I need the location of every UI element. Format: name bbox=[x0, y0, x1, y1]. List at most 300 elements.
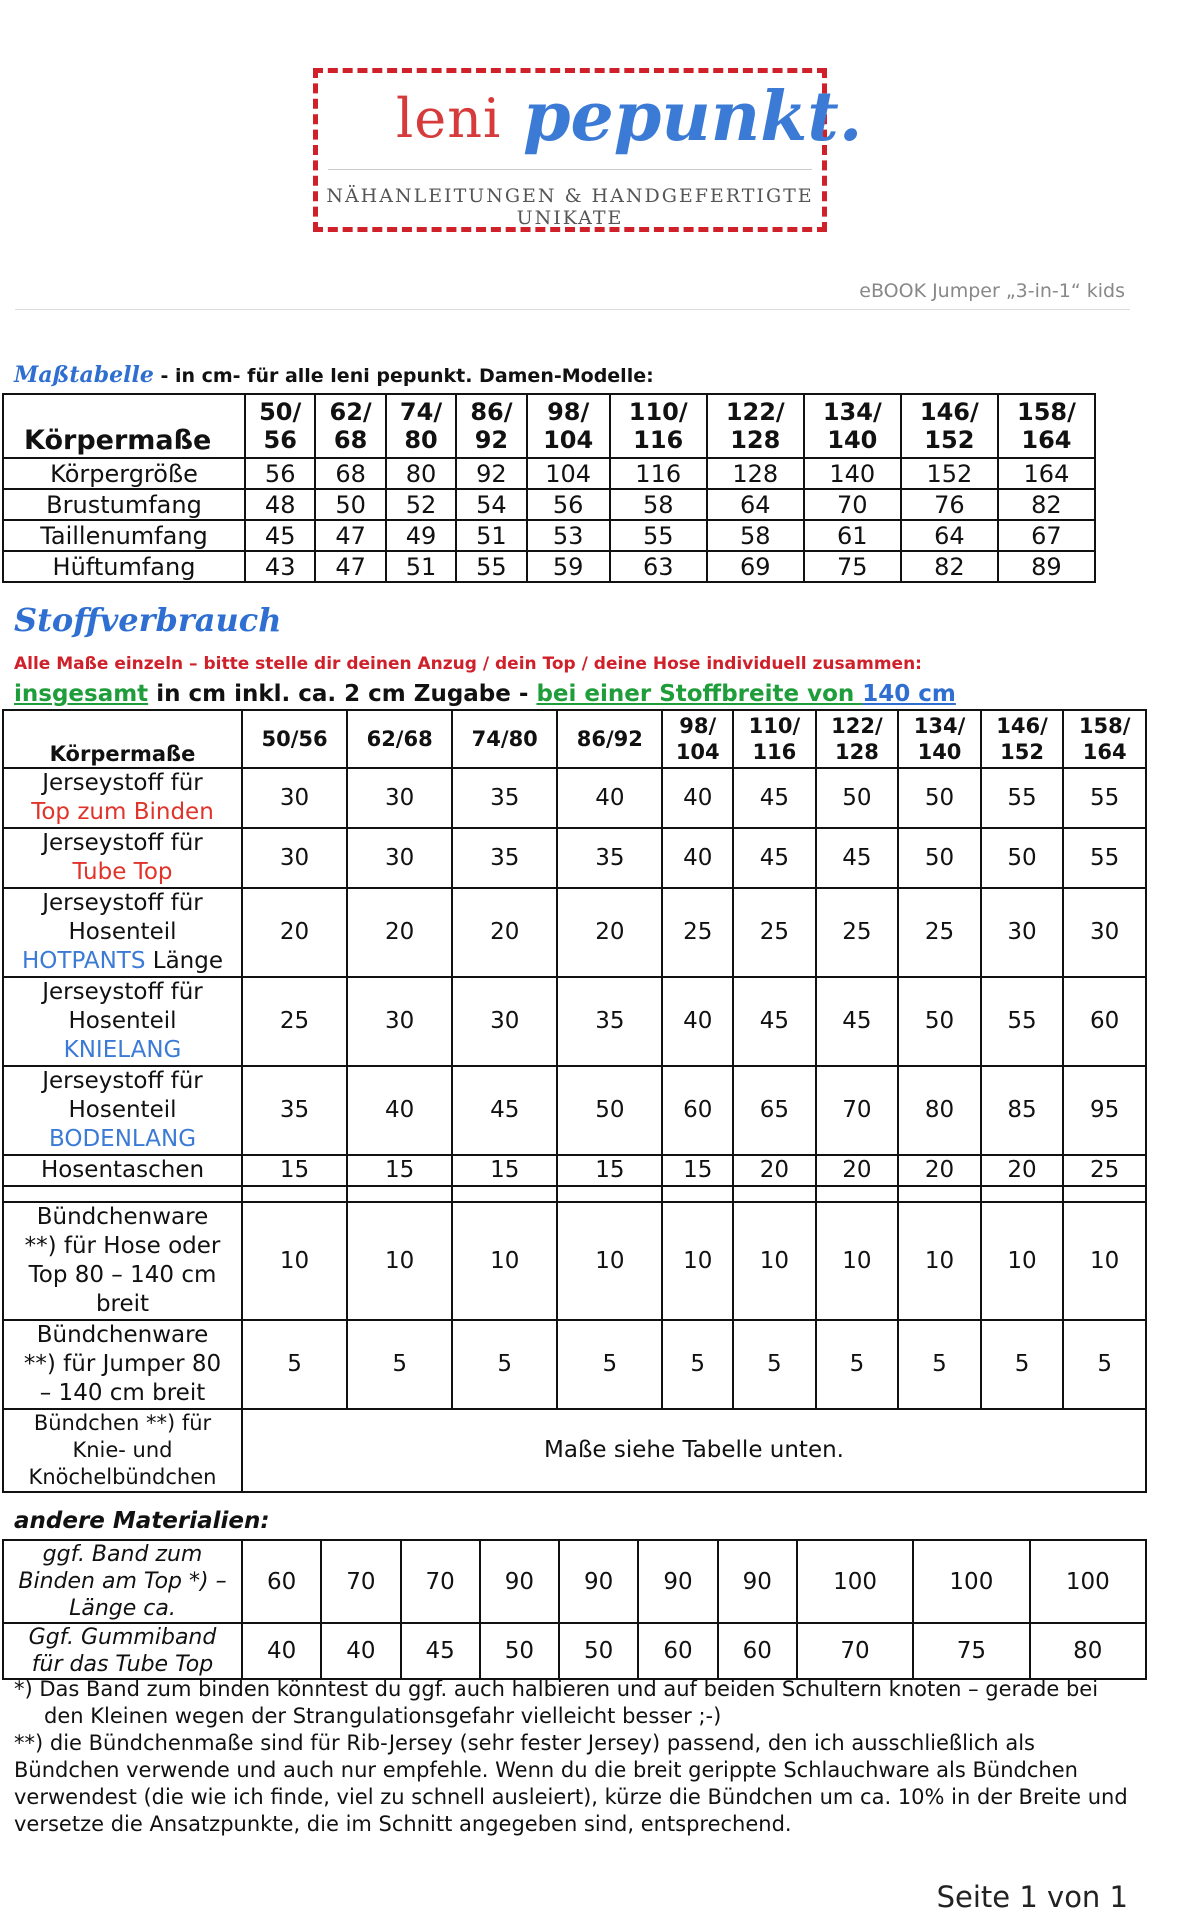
table-cell: 35 bbox=[557, 977, 662, 1066]
table-cell: 40 bbox=[662, 828, 733, 888]
logo-leni: leni bbox=[396, 87, 502, 150]
cell-text: Hosenteil bbox=[68, 1097, 177, 1123]
table-cell: 10 bbox=[557, 1202, 662, 1320]
cell-text: 122/ bbox=[725, 398, 785, 426]
row-label: Brustumfang bbox=[3, 489, 245, 520]
table-cell: 47 bbox=[315, 520, 385, 551]
table-cell: 55 bbox=[610, 520, 707, 551]
mass-header-label: Körpermaße bbox=[3, 394, 245, 458]
size-header bbox=[527, 394, 610, 458]
brand-logo bbox=[313, 68, 863, 232]
cell-text: 62/68 bbox=[366, 727, 433, 751]
mass-table-title: Maßtabelle bbox=[14, 362, 154, 388]
table-row bbox=[3, 489, 1095, 520]
table-cell: 75 bbox=[913, 1623, 1029, 1679]
table-cell: 35 bbox=[452, 768, 557, 828]
cell-text: 164 bbox=[1021, 426, 1072, 454]
cell-text: 158/ bbox=[1017, 398, 1076, 426]
fabric-table-header-row bbox=[3, 710, 1146, 768]
footnotes bbox=[14, 1676, 1134, 1838]
table-cell: 5 bbox=[347, 1320, 452, 1409]
table-cell: 60 bbox=[718, 1623, 797, 1679]
table-cell: 55 bbox=[1063, 768, 1146, 828]
row-label bbox=[3, 977, 242, 1066]
table-cell: 90 bbox=[718, 1540, 797, 1623]
table-row bbox=[3, 1155, 1146, 1186]
table-cell: 54 bbox=[456, 489, 526, 520]
logo-tagline: NÄHANLEITUNGEN & HANDGEFERTIGTE UNIKATE bbox=[326, 185, 814, 229]
size-header bbox=[245, 394, 315, 458]
cell-text: – 140 cm breit bbox=[39, 1380, 206, 1406]
table-cell: 30 bbox=[1063, 888, 1146, 977]
cell-text: **) für Jumper 80 bbox=[23, 1351, 222, 1377]
other-materials-table bbox=[2, 1539, 1147, 1680]
table-cell: 70 bbox=[816, 1066, 899, 1155]
cell-text: 164 bbox=[1082, 740, 1127, 764]
footnote-line: *) Das Band zum binden könntest du ggf. auch halbieren und auf beiden Schultern knoten – gerade bei bbox=[14, 1677, 1099, 1701]
cell-text: 50/ bbox=[259, 398, 302, 426]
cell-text: 146/ bbox=[919, 398, 979, 426]
table-cell: 40 bbox=[557, 768, 662, 828]
other-materials-title: andere Materialien: bbox=[14, 1508, 270, 1534]
cell-text: 86/92 bbox=[576, 727, 643, 751]
cell-text: 50/56 bbox=[261, 727, 328, 751]
table-cell: 10 bbox=[1063, 1202, 1146, 1320]
cell-text: **) für Hose oder bbox=[24, 1233, 221, 1259]
row-label bbox=[3, 1320, 242, 1409]
table-cell: 15 bbox=[242, 1155, 347, 1186]
fabric-usage-subtitle bbox=[14, 681, 956, 707]
table-cell: 10 bbox=[733, 1202, 816, 1320]
table-cell: 15 bbox=[557, 1155, 662, 1186]
cell-text: Jerseystoff für bbox=[42, 770, 203, 796]
table-cell: 40 bbox=[662, 977, 733, 1066]
table-cell bbox=[1063, 1186, 1146, 1202]
table-cell: 25 bbox=[816, 888, 899, 977]
table-cell bbox=[816, 1186, 899, 1202]
table-cell: 50 bbox=[480, 1623, 559, 1679]
table-cell: 49 bbox=[386, 520, 456, 551]
table-cell: 50 bbox=[557, 1066, 662, 1155]
size-header bbox=[662, 710, 733, 768]
table-cell: 45 bbox=[733, 828, 816, 888]
table-cell: 30 bbox=[452, 977, 557, 1066]
cell-text: Ggf. Gummiband bbox=[28, 1625, 217, 1650]
table-cell: 35 bbox=[242, 1066, 347, 1155]
table-cell: 80 bbox=[1030, 1623, 1146, 1679]
cell-text: 140 bbox=[917, 740, 962, 764]
footnote-line: **) die Bündchenmaße sind für Rib-Jersey (sehr fester Jersey) passend, den ich ausschließlich als bbox=[14, 1731, 1035, 1755]
table-cell: 89 bbox=[998, 551, 1095, 582]
cell-text: 86/ bbox=[470, 398, 513, 426]
table-cell: 58 bbox=[610, 489, 707, 520]
table-cell: 5 bbox=[981, 1320, 1064, 1409]
table-cell: 35 bbox=[452, 828, 557, 888]
table-cell: 50 bbox=[898, 828, 981, 888]
table-cell: 20 bbox=[452, 888, 557, 977]
size-header bbox=[610, 394, 707, 458]
cell-text: 74/80 bbox=[471, 727, 538, 751]
fabric-usage-note: Alle Maße einzeln – bitte stelle dir deinen Anzug / dein Top / deine Hose individuell zusammen: bbox=[14, 654, 922, 674]
row-label: Taillenumfang bbox=[3, 520, 245, 551]
table-cell: 67 bbox=[998, 520, 1095, 551]
table-cell: 70 bbox=[321, 1540, 400, 1623]
row-label bbox=[3, 1540, 242, 1623]
table-cell: 20 bbox=[816, 1155, 899, 1186]
row-label: Hüftumfang bbox=[3, 551, 245, 582]
cell-text: 140 bbox=[827, 426, 878, 454]
table-cell: 55 bbox=[981, 768, 1064, 828]
cell-text: ggf. Band zum bbox=[42, 1542, 203, 1567]
cell-text: 62/ bbox=[329, 398, 372, 426]
table-cell: 95 bbox=[1063, 1066, 1146, 1155]
fabric-table bbox=[2, 709, 1147, 1493]
logo-divider bbox=[328, 169, 812, 170]
table-cell: 10 bbox=[981, 1202, 1064, 1320]
table-cell: 5 bbox=[816, 1320, 899, 1409]
table-row bbox=[3, 1540, 1146, 1623]
table-cell: 64 bbox=[901, 520, 998, 551]
table-cell: 45 bbox=[733, 977, 816, 1066]
size-header bbox=[707, 394, 804, 458]
table-cell: 25 bbox=[733, 888, 816, 977]
table-row bbox=[3, 888, 1146, 977]
table-cell: 68 bbox=[315, 458, 385, 489]
row-label bbox=[3, 1066, 242, 1155]
table-cell: 25 bbox=[1063, 1155, 1146, 1186]
table-cell bbox=[242, 1186, 347, 1202]
size-header bbox=[315, 394, 385, 458]
table-cell: 15 bbox=[452, 1155, 557, 1186]
table-cell: 50 bbox=[981, 828, 1064, 888]
table-cell: 35 bbox=[557, 828, 662, 888]
size-header bbox=[557, 710, 662, 768]
table-cell: 15 bbox=[347, 1155, 452, 1186]
footnote-line: den Kleinen wegen der Strangulationsgefahr vielleicht besser ;-) bbox=[44, 1704, 722, 1728]
mass-table bbox=[2, 393, 1096, 583]
cell-text: 152 bbox=[924, 426, 975, 454]
table-row bbox=[3, 520, 1095, 551]
cell-text: 146/ bbox=[996, 714, 1048, 738]
table-cell: 20 bbox=[733, 1155, 816, 1186]
row-label bbox=[3, 828, 242, 888]
table-cell: 52 bbox=[386, 489, 456, 520]
size-header bbox=[998, 394, 1095, 458]
table-cell: 61 bbox=[804, 520, 901, 551]
table-row bbox=[3, 1066, 1146, 1155]
cell-text: 68 bbox=[333, 426, 368, 454]
size-header bbox=[898, 710, 981, 768]
table-cell: 164 bbox=[998, 458, 1095, 489]
cell-text: Jerseystoff für bbox=[42, 830, 203, 856]
table-cell: 20 bbox=[242, 888, 347, 977]
cell-text: Länge ca. bbox=[69, 1596, 176, 1621]
cell-text: Bündchenware bbox=[36, 1204, 209, 1230]
cell-text: 92 bbox=[474, 426, 509, 454]
table-cell: 55 bbox=[1063, 828, 1146, 888]
size-header bbox=[456, 394, 526, 458]
table-cell bbox=[557, 1186, 662, 1202]
row-label bbox=[3, 1623, 242, 1679]
table-cell: 25 bbox=[242, 977, 347, 1066]
table-cell: 40 bbox=[662, 768, 733, 828]
table-cell: 82 bbox=[998, 489, 1095, 520]
table-cell: 90 bbox=[638, 1540, 717, 1623]
table-cell: 50 bbox=[898, 977, 981, 1066]
cell-text: Tube Top bbox=[72, 859, 173, 885]
table-cell: 76 bbox=[901, 489, 998, 520]
cell-text: 116 bbox=[752, 740, 797, 764]
cell-text: BODENLANG bbox=[48, 1126, 197, 1152]
table-cell: 45 bbox=[816, 828, 899, 888]
table-cell: 70 bbox=[804, 489, 901, 520]
cell-text: 104 bbox=[675, 740, 720, 764]
table-row bbox=[3, 458, 1095, 489]
cell-text: 134/ bbox=[913, 714, 966, 738]
table-cell: 55 bbox=[456, 551, 526, 582]
table-cell: 40 bbox=[347, 1066, 452, 1155]
table-cell: 51 bbox=[456, 520, 526, 551]
cell-text: Jerseystoff für bbox=[42, 979, 203, 1005]
cell-text: 56 bbox=[263, 426, 297, 454]
table-cell: 85 bbox=[981, 1066, 1064, 1155]
row-label bbox=[3, 888, 242, 977]
cell-text: Länge bbox=[145, 948, 223, 974]
cell-text: 80 bbox=[404, 426, 438, 454]
size-header bbox=[816, 710, 899, 768]
table-cell bbox=[452, 1186, 557, 1202]
cell-text: in cm inkl. ca. 2 cm Zugabe - bbox=[148, 681, 537, 707]
mass-table-header-row bbox=[3, 394, 1095, 458]
cell-text: 104 bbox=[543, 426, 594, 454]
cell-text: 116 bbox=[633, 426, 684, 454]
table-cell: 10 bbox=[242, 1202, 347, 1320]
size-header bbox=[901, 394, 998, 458]
table-cell: 60 bbox=[638, 1623, 717, 1679]
table-cell: 80 bbox=[386, 458, 456, 489]
table-cell: 55 bbox=[981, 977, 1064, 1066]
table-cell: 92 bbox=[456, 458, 526, 489]
table-cell: 82 bbox=[901, 551, 998, 582]
table-cell: 50 bbox=[816, 768, 899, 828]
table-cell bbox=[662, 1186, 733, 1202]
cell-text: 74/ bbox=[399, 398, 443, 426]
table-cell: 60 bbox=[662, 1066, 733, 1155]
table-row bbox=[3, 551, 1095, 582]
size-header bbox=[347, 710, 452, 768]
header-divider bbox=[15, 309, 1130, 310]
cell-text: 128 bbox=[835, 740, 879, 764]
table-cell: 56 bbox=[245, 458, 315, 489]
table-cell: 59 bbox=[527, 551, 610, 582]
cell-text: Binden am Top *) – bbox=[18, 1569, 227, 1594]
table-cell: 45 bbox=[816, 977, 899, 1066]
cell-text: 98/ bbox=[679, 714, 717, 738]
table-cell: 63 bbox=[610, 551, 707, 582]
cell-text: Knie- und bbox=[72, 1438, 173, 1462]
size-header bbox=[242, 710, 347, 768]
table-cell: 10 bbox=[452, 1202, 557, 1320]
cell-text: KNIELANG bbox=[63, 1037, 182, 1063]
table-cell: 5 bbox=[662, 1320, 733, 1409]
table-cell: 50 bbox=[315, 489, 385, 520]
cell-text: 134/ bbox=[822, 398, 882, 426]
ebook-title: eBOOK Jumper „3-in-1“ kids bbox=[859, 280, 1125, 302]
footnote-line: verwendest (die wie ich finde, viel zu schnell ausleiert), kürze die Bündchen um ca. 10% in der Breite und bbox=[14, 1785, 1128, 1809]
cell-text: Hosenteil bbox=[68, 919, 177, 945]
table-cell: 116 bbox=[610, 458, 707, 489]
table-cell: 15 bbox=[662, 1155, 733, 1186]
table-cell: 90 bbox=[480, 1540, 559, 1623]
table-cell: 10 bbox=[347, 1202, 452, 1320]
cell-text: 98/ bbox=[547, 398, 590, 426]
table-cell: 51 bbox=[386, 551, 456, 582]
row-label bbox=[3, 1409, 242, 1492]
table-cell: 100 bbox=[913, 1540, 1029, 1623]
table-cell: 70 bbox=[797, 1623, 913, 1679]
table-cell: 50 bbox=[898, 768, 981, 828]
table-cell: 75 bbox=[804, 551, 901, 582]
cell-text: 128 bbox=[730, 426, 781, 454]
table-row bbox=[3, 828, 1146, 888]
table-cell: 64 bbox=[707, 489, 804, 520]
table-spacer-row bbox=[3, 1186, 1146, 1202]
table-cell: 30 bbox=[347, 828, 452, 888]
table-cell: 10 bbox=[816, 1202, 899, 1320]
merged-note-cell: Maße siehe Tabelle unten. bbox=[242, 1409, 1146, 1492]
size-header bbox=[1063, 710, 1146, 768]
table-cell: 10 bbox=[898, 1202, 981, 1320]
table-cell bbox=[898, 1186, 981, 1202]
table-cell: 10 bbox=[662, 1202, 733, 1320]
table-cell: 5 bbox=[733, 1320, 816, 1409]
cell-text: Bündchen **) für bbox=[33, 1411, 212, 1435]
table-cell: 20 bbox=[981, 1155, 1064, 1186]
table-row bbox=[3, 1623, 1146, 1679]
cell-text: Jerseystoff für bbox=[42, 1068, 203, 1094]
size-header bbox=[733, 710, 816, 768]
table-cell: 45 bbox=[401, 1623, 480, 1679]
cell-text: Hosenteil bbox=[68, 1008, 177, 1034]
table-cell: 30 bbox=[981, 888, 1064, 977]
table-cell: 5 bbox=[452, 1320, 557, 1409]
table-cell: 60 bbox=[1063, 977, 1146, 1066]
table-cell: 5 bbox=[898, 1320, 981, 1409]
mass-table-heading bbox=[14, 362, 654, 388]
table-cell: 43 bbox=[245, 551, 315, 582]
cell-text: Top zum Binden bbox=[31, 799, 214, 825]
table-cell: 58 bbox=[707, 520, 804, 551]
table-cell: 128 bbox=[707, 458, 804, 489]
table-cell: 100 bbox=[1030, 1540, 1146, 1623]
mass-table-subtitle: - in cm- für alle leni pepunkt. Damen-Modelle: bbox=[153, 365, 654, 387]
cell-text: Bündchenware bbox=[36, 1322, 209, 1348]
cell-text: Top 80 – 140 cm bbox=[28, 1262, 217, 1288]
cell-text: Jerseystoff für bbox=[42, 890, 203, 916]
page-number: Seite 1 von 1 bbox=[936, 1880, 1128, 1914]
table-cell: 100 bbox=[797, 1540, 913, 1623]
cell-text: HOTPANTS bbox=[22, 948, 146, 974]
cell-text: 158/ bbox=[1078, 714, 1131, 738]
table-cell: 60 bbox=[242, 1540, 321, 1623]
table-cell: 5 bbox=[1063, 1320, 1146, 1409]
cell-text: insgesamt bbox=[14, 681, 149, 707]
table-cell: 104 bbox=[527, 458, 610, 489]
table-cell: 70 bbox=[401, 1540, 480, 1623]
table-cell: 50 bbox=[559, 1623, 638, 1679]
table-cell: 80 bbox=[898, 1066, 981, 1155]
table-cell: 47 bbox=[315, 551, 385, 582]
table-cell: 20 bbox=[347, 888, 452, 977]
size-header bbox=[804, 394, 901, 458]
table-cell: 65 bbox=[733, 1066, 816, 1155]
table-row bbox=[3, 1320, 1146, 1409]
table-cell bbox=[3, 1186, 242, 1202]
table-cell: 20 bbox=[557, 888, 662, 977]
cell-text: 152 bbox=[1000, 740, 1044, 764]
cell-text: breit bbox=[95, 1291, 150, 1317]
table-cell: 140 bbox=[804, 458, 901, 489]
table-row bbox=[3, 977, 1146, 1066]
table-cell bbox=[347, 1186, 452, 1202]
fabric-usage-title: Stoffverbrauch bbox=[14, 601, 282, 639]
row-label: Körpergröße bbox=[3, 458, 245, 489]
footnote-line: versetze die Ansatzpunkte, die im Schnitt angegeben sind, entsprechend. bbox=[14, 1812, 792, 1836]
table-cell: 30 bbox=[242, 768, 347, 828]
table-cell: 40 bbox=[242, 1623, 321, 1679]
table-cell: 53 bbox=[527, 520, 610, 551]
fabric-header-label: Körpermaße bbox=[3, 710, 242, 768]
table-cell: 30 bbox=[347, 977, 452, 1066]
footnote-line: Bündchen verwende und auch nur empfehle. Wenn du die breit gerippte Schlauchware als Bündchen bbox=[14, 1758, 1078, 1782]
cell-text: 110/ bbox=[628, 398, 688, 426]
table-cell: 25 bbox=[662, 888, 733, 977]
logo-pepunkt: pepunkt. bbox=[523, 77, 863, 157]
table-cell: 45 bbox=[452, 1066, 557, 1155]
row-label: Hosentaschen bbox=[3, 1155, 242, 1186]
table-cell: 48 bbox=[245, 489, 315, 520]
size-header bbox=[386, 394, 456, 458]
table-cell bbox=[733, 1186, 816, 1202]
cell-text: 122/ bbox=[831, 714, 883, 738]
row-label bbox=[3, 768, 242, 828]
cell-text: Knöchelbündchen bbox=[28, 1465, 217, 1489]
table-cell: 45 bbox=[245, 520, 315, 551]
table-cell: 25 bbox=[898, 888, 981, 977]
cell-text: 140 cm bbox=[862, 681, 956, 707]
cell-text: bei einer Stoffbreite von bbox=[536, 681, 863, 707]
table-cell: 30 bbox=[242, 828, 347, 888]
table-cell: 90 bbox=[559, 1540, 638, 1623]
table-row bbox=[3, 1409, 1146, 1492]
table-cell: 5 bbox=[557, 1320, 662, 1409]
table-cell: 40 bbox=[321, 1623, 400, 1679]
table-row bbox=[3, 768, 1146, 828]
table-cell: 56 bbox=[527, 489, 610, 520]
row-label bbox=[3, 1202, 242, 1320]
table-cell: 45 bbox=[733, 768, 816, 828]
table-cell: 69 bbox=[707, 551, 804, 582]
cell-text: für das Tube Top bbox=[31, 1652, 214, 1677]
size-header bbox=[452, 710, 557, 768]
table-cell: 20 bbox=[898, 1155, 981, 1186]
table-row bbox=[3, 1202, 1146, 1320]
cell-text: 110/ bbox=[748, 714, 801, 738]
table-cell: 5 bbox=[242, 1320, 347, 1409]
table-cell bbox=[981, 1186, 1064, 1202]
table-cell: 152 bbox=[901, 458, 998, 489]
table-cell: 30 bbox=[347, 768, 452, 828]
